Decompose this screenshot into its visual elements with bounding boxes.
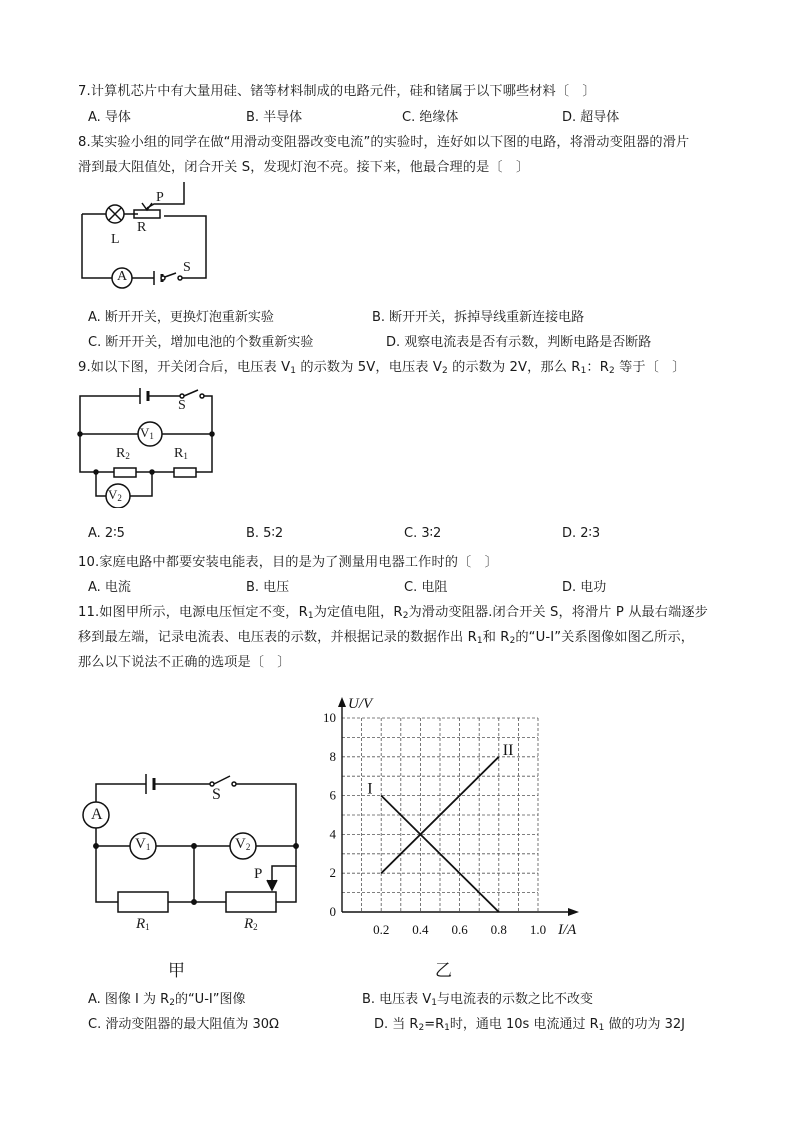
x-axis-label: I/A xyxy=(558,922,577,938)
y-tick-label: 4 xyxy=(329,826,336,842)
resistor-label: R xyxy=(137,220,147,235)
lamp-label: L xyxy=(111,232,120,247)
x-tick-label: 1.0 xyxy=(529,922,547,937)
q8-option-c: C. 断开开关，增加电池的个数重新实验 xyxy=(88,335,314,350)
q11-stem-line2: 移到最左端，记录电流表、电压表的示数，并根据记录的数据作出 $R_1$和 $R_2$的“U-I”关系图像如图乙所示， xyxy=(78,630,695,646)
switch-label: S xyxy=(212,786,221,803)
y-tick-label: 6 xyxy=(329,787,336,803)
switch-label: S xyxy=(183,260,191,275)
q10-option-b: B. 电压 xyxy=(246,580,290,595)
q10-stem: 10.家庭电路中都要安装电能表，目的是为了测量用电器工作时的〔 〕 xyxy=(78,555,498,570)
caption-jia: 甲 xyxy=(168,961,185,981)
q11-option-a: A. 图像 I 为 $R_2$的“U-I”图像 xyxy=(88,992,246,1008)
x-tick-label: 0.2 xyxy=(373,922,390,937)
q8-stem-line2: 滑到最大阻值处，闭合开关 S，发现灯泡不亮。接下来，他最合理的是〔 〕 xyxy=(78,160,530,175)
q7-option-c: C. 绝缘体 xyxy=(402,110,459,125)
q9-option-c: C. 3∶2 xyxy=(404,526,442,541)
voltmeter-v2-label: $V_2$ xyxy=(108,487,122,503)
series-label: I xyxy=(367,780,373,798)
q11-stem-line3: 那么以下说法不正确的选项是〔 〕 xyxy=(78,655,291,670)
q11-circuit-figure xyxy=(76,770,306,940)
ui-chart xyxy=(318,690,592,944)
q8-circuit-figure xyxy=(76,178,216,290)
q11-stem-line1: 11.如图甲所示，电源电压恒定不变，$R_1$为定值电阻，$R_2$为滑动变阻器.闭合开关 S，将滑片 P 从最右端逐步 xyxy=(78,605,708,621)
q8-stem-line1: 8.某实验小组的同学在做“用滑动变阻器改变电流”的实验时，连好如以下图的电路，将滑动变阻器的滑片 xyxy=(78,135,690,150)
q8-option-a: A. 断开开关，更换灯泡重新实验 xyxy=(88,310,274,325)
q7-option-d: D. 超导体 xyxy=(562,110,620,125)
slider-label: P xyxy=(156,190,164,205)
x-tick-label: 0.8 xyxy=(490,922,507,937)
q9-stem: 9.如以下图，开关闭合后，电压表 $V_1$ 的示数为 5V，电压表 $V_2$ 的示数为 2V，那么 $R_1$：$R_2$ 等于〔 〕 xyxy=(78,360,686,376)
voltmeter-v2-label: $V_2$ xyxy=(235,836,251,852)
x-axis-arrow xyxy=(568,908,579,916)
y-axis-label: U/V xyxy=(348,696,373,712)
resistor-r2-label: $R_2$ xyxy=(116,446,130,461)
y-axis-arrow xyxy=(338,697,346,707)
q8-option-b: B. 断开开关，拆掉导线重新连接电路 xyxy=(372,310,585,325)
q9-option-d: D. 2∶3 xyxy=(562,526,601,541)
q9-option-b: B. 5∶2 xyxy=(246,526,284,541)
voltmeter-v1-label: $V_1$ xyxy=(135,836,151,852)
ammeter-label: A xyxy=(91,806,103,823)
q8-option-d: D. 观察电流表是否有示数，判断电路是否断路 xyxy=(386,335,652,350)
q7-stem: 7.计算机芯片中有大量用硅、锗等材料制成的电路元件，硅和锗属于以下哪些材料〔 〕 xyxy=(78,84,596,99)
x-tick-label: 0.6 xyxy=(451,922,468,937)
y-tick-label: 0 xyxy=(329,904,336,919)
caption-yi: 乙 xyxy=(435,961,452,981)
q9-option-a: A. 2∶5 xyxy=(88,526,125,541)
voltmeter-v1-label: $V_1$ xyxy=(140,425,154,441)
x-tick-label: 0.4 xyxy=(412,922,429,937)
q10-option-c: C. 电阻 xyxy=(404,580,448,595)
q11-option-c: C. 滑动变阻器的最大阻值为 30Ω xyxy=(88,1017,279,1032)
series-label: II xyxy=(502,741,514,759)
resistor-r1-label: $R_1$ xyxy=(174,446,188,461)
q7-option-b: B. 半导体 xyxy=(246,110,303,125)
y-tick-label: 8 xyxy=(329,748,336,764)
q7-option-a: A. 导体 xyxy=(88,110,131,125)
slider-label: P xyxy=(254,866,263,882)
q9-circuit-figure xyxy=(76,384,218,508)
resistor-r1-label: $R_1$ xyxy=(136,916,150,932)
y-tick-label: 10 xyxy=(323,710,336,725)
q10-option-d: D. 电功 xyxy=(562,580,607,595)
q10-option-a: A. 电流 xyxy=(88,580,131,595)
ammeter-label: A xyxy=(117,269,128,284)
resistor-r2-label: $R_2$ xyxy=(244,916,258,932)
q11-option-b: B. 电压表 $V_1$与电流表的示数之比不改变 xyxy=(362,992,593,1008)
switch-label: S xyxy=(178,398,186,413)
y-tick-label: 2 xyxy=(329,865,336,881)
q11-option-d: D. 当 $R_2=R_1$时，通电 10s 电流通过 $R_1$ 做的功为 32J xyxy=(374,1017,685,1033)
